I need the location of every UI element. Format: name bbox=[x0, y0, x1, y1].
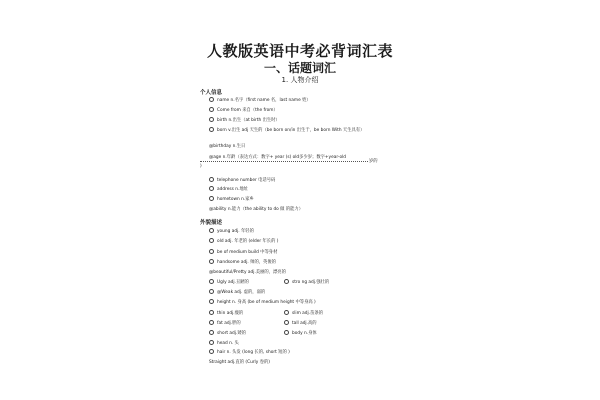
vocab-entry-right: stro ng adj.强壮的 bbox=[284, 279, 329, 285]
bullet-icon bbox=[209, 117, 214, 122]
bullet-icon bbox=[209, 279, 214, 284]
personal-info-heading: 个人信息 bbox=[200, 90, 223, 96]
vocab-entry: name n.名字（first name 名，last name 姓） bbox=[209, 97, 311, 103]
bullet-icon bbox=[209, 289, 214, 294]
vocab-entry: @ability n.能力（the ability to do 做 的能力） bbox=[209, 207, 304, 212]
bullet-icon bbox=[209, 127, 214, 132]
bullet-icon bbox=[209, 259, 214, 264]
section-subtitle: 一、话题词汇 bbox=[263, 61, 336, 75]
vocab-entry: old adj. 年老的 (elder 年长的 ) bbox=[209, 238, 278, 244]
bullet-icon bbox=[284, 320, 289, 325]
vocab-entry: short adj.矮的 bbox=[209, 330, 246, 336]
bullet-icon bbox=[209, 196, 214, 201]
bullet-icon bbox=[209, 249, 214, 254]
vocab-entry: head n. 头 bbox=[209, 340, 239, 346]
bullet-icon bbox=[209, 228, 214, 233]
age-suffix: 岁的 bbox=[369, 159, 378, 164]
vocab-entry: Ugly adj.丑陋的 bbox=[209, 279, 249, 285]
vocab-entry: thin adj.瘦的 bbox=[209, 310, 243, 316]
bullet-icon bbox=[284, 279, 289, 284]
vocab-entry: fat adj.胖的 bbox=[209, 320, 241, 326]
vocab-entry: Straight adj.直的 (Curly 卷的) bbox=[209, 360, 270, 365]
vocab-entry: born v.出生 adj 天生的（be born on/in 出生于，be born With 天生具有） bbox=[209, 127, 364, 133]
bullet-icon bbox=[284, 310, 289, 315]
vocab-entry: height n. 身高 (be of medium height 中等身高 ) bbox=[209, 299, 316, 305]
vocab-entry: address n.地址 bbox=[209, 186, 248, 192]
vocab-entry: hair n. 头发 (long 长的, short 短的 ) bbox=[209, 349, 290, 355]
bullet-icon bbox=[209, 310, 214, 315]
vocab-entry: @beautiful/Pretty adj.美丽的，漂亮的 bbox=[209, 270, 286, 275]
vocab-entry-right: tall adj.高的 bbox=[284, 320, 317, 326]
bullet-icon bbox=[209, 330, 214, 335]
bullet-icon bbox=[284, 330, 289, 335]
vocab-entry: hometown n.家乡 bbox=[209, 196, 254, 202]
bullet-icon bbox=[209, 97, 214, 102]
bullet-icon bbox=[209, 299, 214, 304]
vocab-entry-right: slim adj.苗条的 bbox=[284, 310, 323, 316]
topic-heading: 1. 人物介绍 bbox=[281, 76, 319, 84]
bullet-icon bbox=[209, 349, 214, 354]
vocab-entry: @age n.年龄（表达方式：数字+ year (s) old多少岁；数字+year-old bbox=[209, 155, 347, 160]
document-title: 人教版英语中考必背词汇表 bbox=[206, 42, 393, 60]
vocab-entry: handsome adj. 帅的，英俊的 bbox=[209, 259, 276, 265]
vocab-entry: telephone number 电话号码 bbox=[209, 177, 275, 183]
bullet-icon bbox=[209, 177, 214, 182]
vocab-entry: Come from 来自（the from） bbox=[209, 107, 278, 113]
bullet-icon bbox=[209, 107, 214, 112]
vocab-entry: @Weak adj. 虚的，弱的 bbox=[209, 289, 265, 295]
bullet-icon bbox=[209, 320, 214, 325]
vocab-entry: be of medium build 中等身材 bbox=[209, 249, 277, 255]
vocab-entry: young adj. 年轻的 bbox=[209, 228, 254, 234]
bullet-icon bbox=[209, 238, 214, 243]
dotted-leader bbox=[200, 161, 368, 162]
vocab-entry: @birthday n.生日 bbox=[209, 144, 246, 149]
bullet-icon bbox=[209, 340, 214, 345]
age-close-paren: ) bbox=[200, 164, 202, 169]
vocab-entry: birth n.出生（at birth 出生时） bbox=[209, 117, 280, 123]
vocab-entry-right: body n.身体 bbox=[284, 330, 317, 336]
bullet-icon bbox=[209, 186, 214, 191]
appearance-heading: 外貌描述 bbox=[200, 220, 223, 226]
